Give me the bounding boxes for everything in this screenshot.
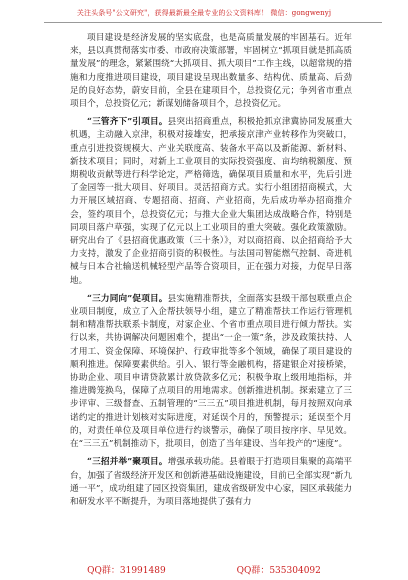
paragraph-text: 县实施精准帮扶，全面落实县级干部包联重点企业项目制度，成立了入企帮扶领导小组，建立了精准帮扶工作运行管理机制和精准帮扶联系卡制度，对家企业、个省市重点项目进行倾力帮扶。实行以来，共协调解决问题困难个，提出“一企一策”条，涉及政策扶持、人才用工、资金保障、环境保护、行政审批等多个领域，确保了项目建设的顺利推进。保障要素供给。引入、银行等金融机构，搭建银企对接桥梁，协助企业、项目申请贷款累计放贷款多亿元；积极争取上级用地指标，并推进腾笼换鸟，保障了点项目的用地需求。创新推进机制。探索建立了三步评审、三级督查、五制管理的“三三五”项目推进机制，每月按照双向承诺约定的推进计划核对实际进度，对延误个月的，预警提示；延误至个月的，对责任单位及项目单位进行约谈警示，确保了项目按序序、早见效。在“三三五”机制推动下，批项目，创造了当年建设、当年投产的“速度”。 [70, 293, 352, 450]
paragraph-gather-projects [70, 456, 352, 509]
paragraph-text: 增强承载功能。县着眼于打造项目集聚的高端平台，加强了省级经济开发区和创新港基础设施建设，目前已全部实现“新九通一平”，成功组建了园区投资集团，建成省级研发中心家，园区承载能力和研发水平不断提升，为项目落地提供了强有力 [70, 457, 352, 507]
document-body [70, 32, 352, 514]
qq-group-2: QQ群：535304092 [236, 566, 321, 576]
paragraph-intro [70, 32, 352, 111]
section-heading: “三招并举”聚项目。 [87, 457, 168, 468]
header-divider [44, 22, 382, 23]
paragraph-text: 项目建设是经济发展的坚实底盘，也是高质量发展的牢固基石。近年来，县以真贯彻落实市委、市政府决策部署，牢固树立“抓项目就是抓高质量发展”的理念，紧紧围绕“大抓项目、抓大项目”工作主线，以超常规的措施和力度推进项目建设，项目建设呈现出数量多、结构优、质量高、后劲足的良好态势，蔚安目前，全县在建项目个，总投资亿元；争列省市重点项目个，总投资亿元；新谋划储备项目个，总投资亿元。 [70, 33, 352, 110]
paragraph-text: 县突出招商重点，积极抢抓京津冀协同发展重大机遇，主动融入京津，积极对接雄安，把承接京津产业转移作为突破口，重点引进投资规模大、产业关联度高、装备水平高以及新能源、新材料、新技术项目；同时，对新上工业项目的实际投资强度、亩均纳税额度、预期税收贡献等进行科学论定，严格筛选，确保项目质量和水平，先后引进了金园等一批大项目、好项目。灵活招商方式。实行小组团招商模式，大力开展区域招商、专题招商、招商、产业招商，先后成功举办招商推介会，签约项目个，总投资亿元；与推大企业大集团达成战略合作，特别是同项目落户草强，实现了亿元以上工业项目的重大突破。强化政策激励。研究出台了《县招商优惠政策（三十条）》，对以商招商、以企招商给予大力支持，激发了企业招商引资的积极性。与法国司智能燃气控制、奇进机械与日本合社输送机械轻型产品等合资项目，正在强力对接，力促早日落地。 [70, 117, 352, 286]
contact-footer [0, 563, 408, 576]
section-heading: “三管齐下”引项目。 [87, 117, 168, 128]
paragraph-attract-projects [70, 116, 352, 288]
qq-group-1: QQ群：31991489 [87, 566, 166, 576]
section-heading: “三力同向”促项目。 [87, 293, 168, 304]
promo-header: 关注头条号"公文研究"，获得最新最全最专业的公文资料库！ 微信：gongwenyj [76, 9, 332, 17]
paragraph-promote-projects [70, 293, 352, 451]
